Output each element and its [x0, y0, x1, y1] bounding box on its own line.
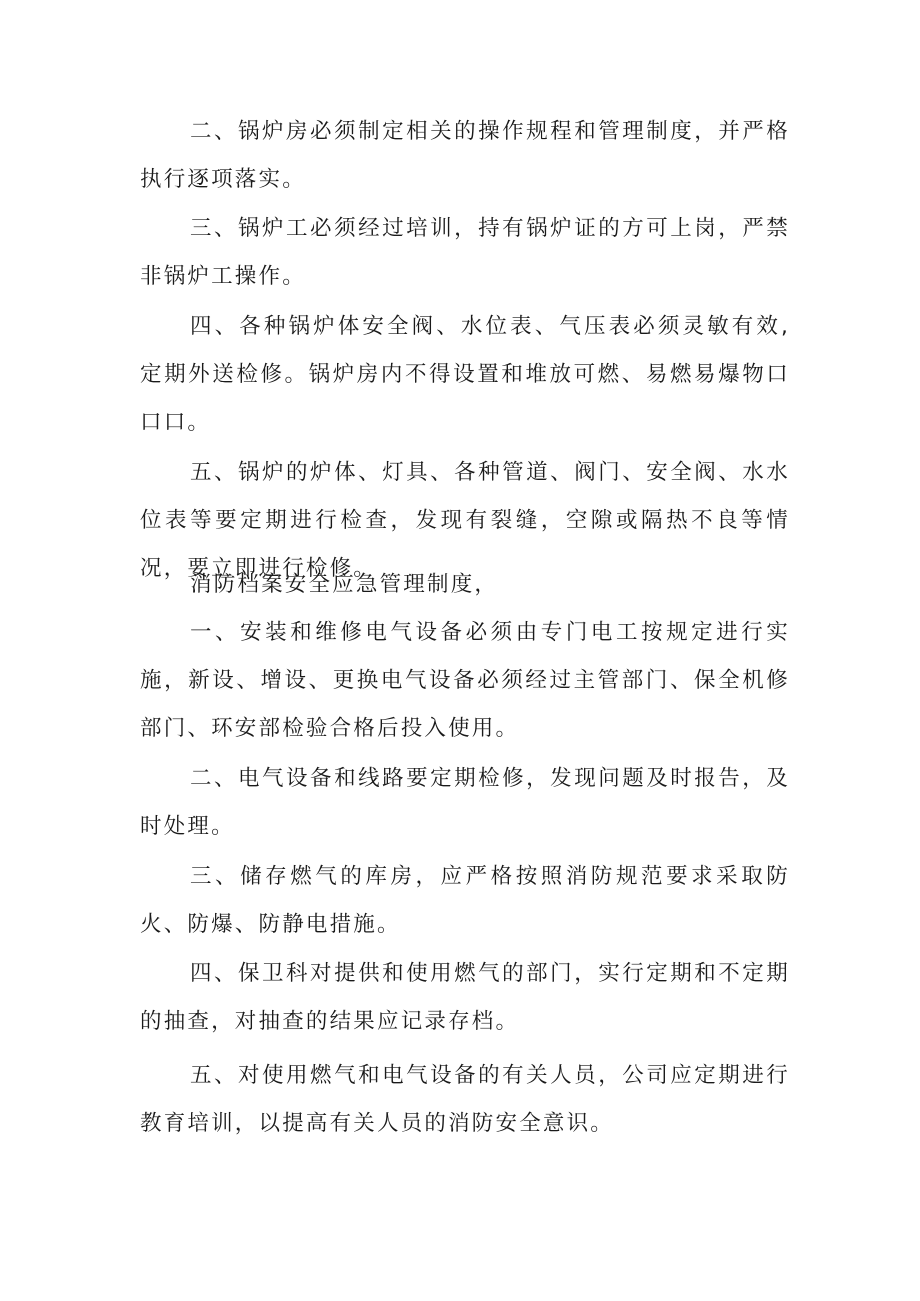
paragraph-gas-storage: 三、储存燃气的库房，应严格按照消防规范要求采取防火、防爆、防静电措施。 — [140, 864, 790, 937]
paragraph-boiler-valves: 四、各种锅炉体安全阀、水位表、气压表必须灵敏有效,定期外送检修。锅炉房内不得设置和堆放可燃、易燃易爆物口口口。 — [140, 314, 790, 435]
paragraph-gas-inspection: 四、保卫科对提供和使用燃气的部门，实行定期和不定期的抽查，对抽查的结果应记录存档。 — [140, 961, 790, 1034]
section-heading: 消防档案安全应急管理制度， — [190, 572, 499, 597]
paragraph-boiler-rules: 二、锅炉房必须制定相关的操作规程和管理制度，并严格执行逐项落实。 — [140, 119, 790, 192]
paragraph-boiler-training: 三、锅炉工必须经过培训，持有锅炉证的方可上岗，严禁非锅炉工操作。 — [140, 216, 790, 289]
paragraph-training: 五、对使用燃气和电气设备的有关人员，公司应定期进行教育培训，以提高有关人员的消防安全意识。 — [140, 1063, 790, 1136]
paragraph-electrical-install: 一、安装和维修电气设备必须由专门电工按规定进行实施，新设、增设、更换电气设备必须经过主管部门、保全机修部门、环安部检验合格后投入使用。 — [140, 620, 790, 741]
paragraph-electrical-maintenance: 二、电气设备和线路要定期检修，发现问题及时报告，及时处理。 — [140, 766, 790, 839]
paragraph-boiler-inspection: 五、锅炉的炉体、灯具、各种管道、阀门、安全阀、水水位表等要定期进行检查，发现有裂缝，空隙或隔热不良等情况，要立即进行检修。 — [140, 460, 790, 581]
